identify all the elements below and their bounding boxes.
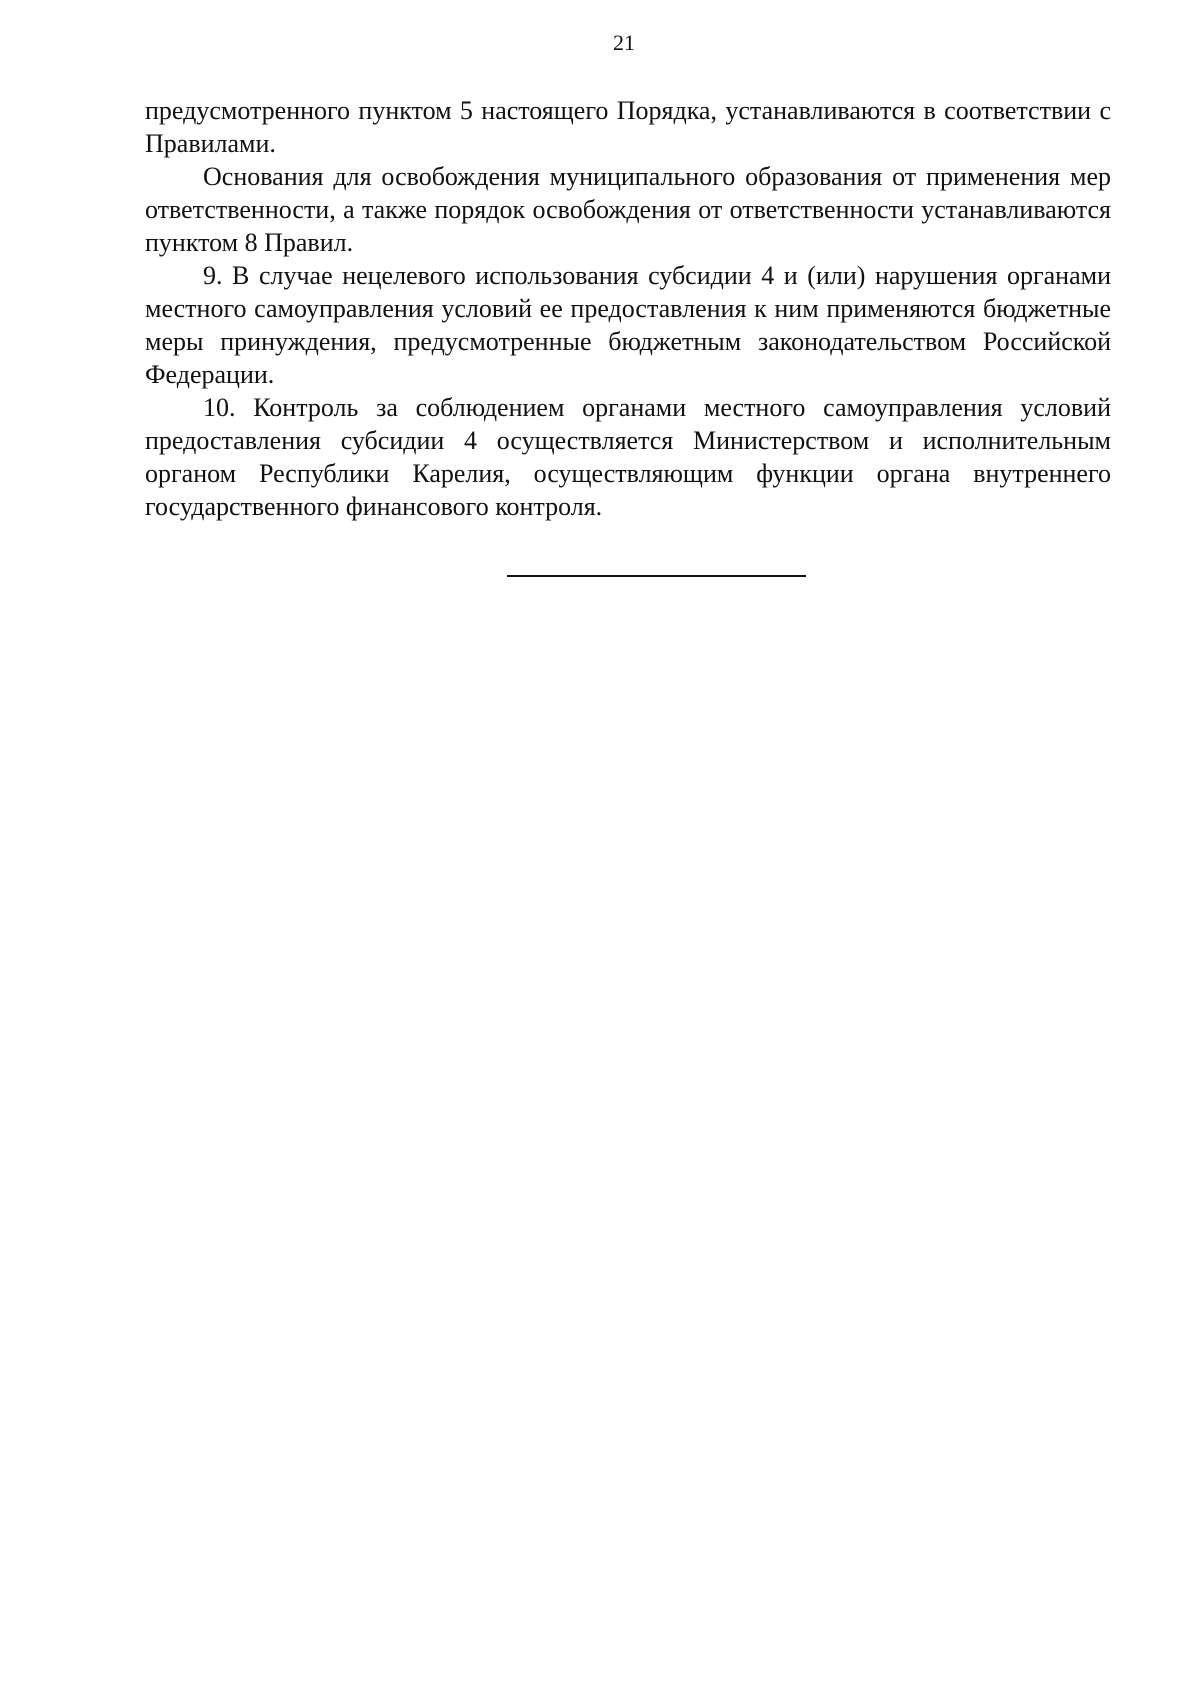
closing-rule — [507, 575, 806, 577]
paragraph-item-10: 10. Контроль за соблюдением органами местного самоуправления условий предоставления субсидии 4 осуществляется Министерством и исполнительным органом Республики Карелия, осуществляющим функции органа внутреннего государственного финансового контроля. — [145, 393, 1111, 521]
paragraph-exemption-grounds: Основания для освобождения муниципального образования от применения мер ответственности, а также порядок освобождения от ответственности устанавливаются пунктом 8 Правил. — [145, 162, 1111, 257]
paragraph-item-9: 9. В случае нецелевого использования субсидии 4 и (или) нарушения органами местного самоуправления условий ее предоставления к ним применяются бюджетные меры принуждения, предусмотренные бюджетным законодательством Российской Федерации. — [145, 261, 1111, 389]
page-number: 21 — [613, 30, 635, 55]
document-body — [145, 94, 1111, 523]
paragraph-continuation: предусмотренного пунктом 5 настоящего Порядка, устанавливаются в соответствии с Правилами. — [145, 96, 1111, 158]
